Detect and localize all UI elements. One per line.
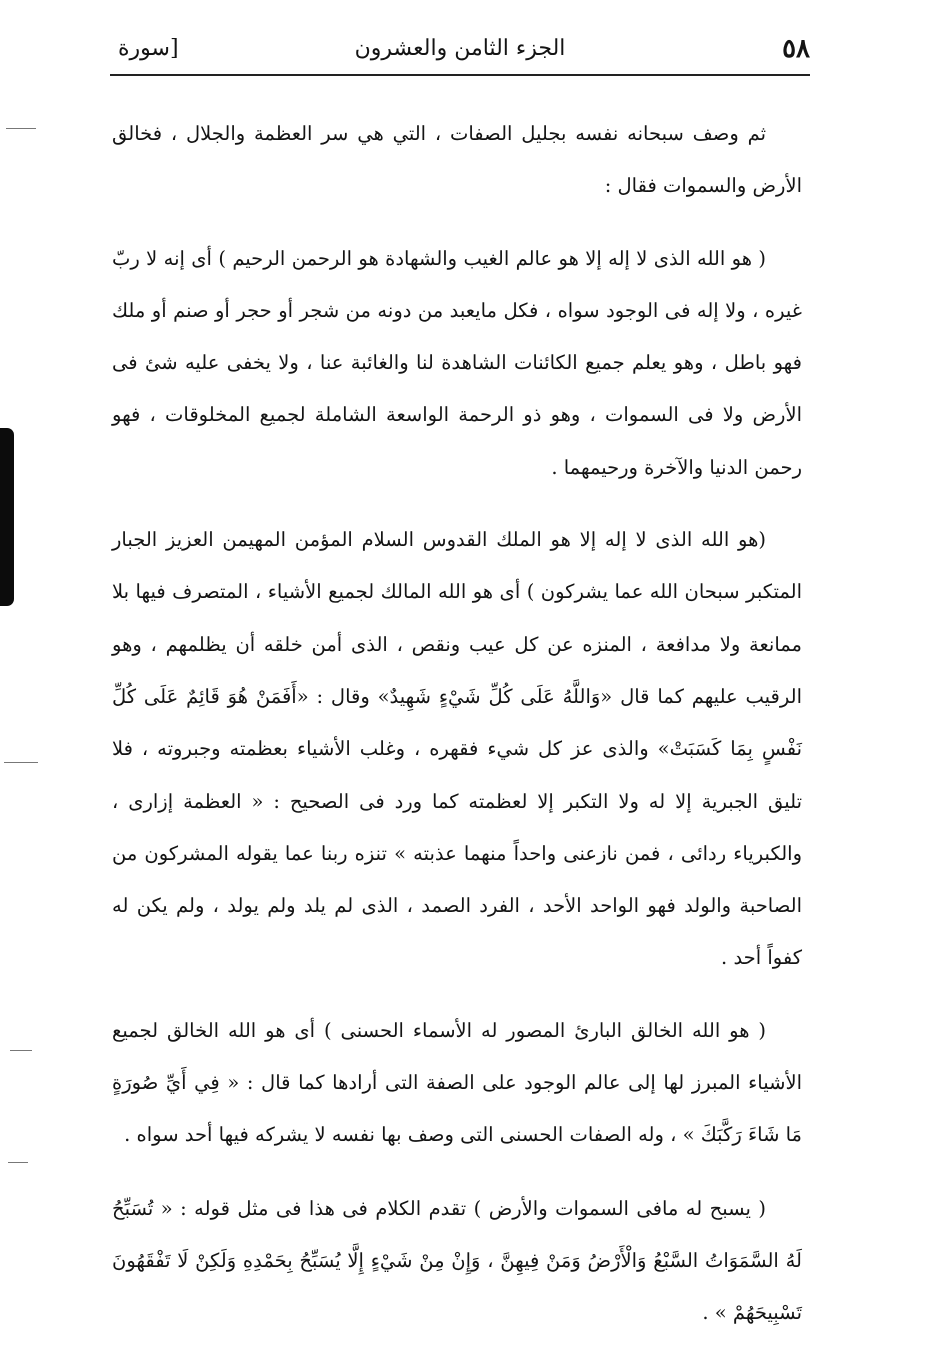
scan-edge-shadow — [0, 428, 14, 606]
header-rule — [110, 74, 810, 76]
margin-mark — [6, 128, 36, 129]
page-body — [112, 108, 802, 1359]
paragraph: ( هو الله الخالق البارئ المصور له الأسماء الحسنى ) أى هو الله الخالق لجميع الأشياء المبرز لها إلى عالم الوجود على الصفة التى أرادها كما قال : « فِي أَيِّ صُورَةٍ مَا شَاءَ رَكَّبَكَ » ، وله الصفات الحسنى التى وصف بها نفسه لا يشركه فيها أحد سواه . — [112, 1018, 802, 1147]
margin-mark — [8, 1162, 28, 1163]
running-title: الجزء الثامن والعشرون — [354, 36, 566, 61]
paragraph: ( هو الله الذى لا إله إلا هو عالم الغيب والشهادة هو الرحمن الرحيم ) أى إنه لا ربّ غيره ، ولا إله فى الوجود سواه ، فكل مايعبد من دونه من شجر أو حجر أو صنم أو ملك فهو باطل ، وهو يعلم جميع الكائنات الشاهدة لنا والغائبة عنا ، ولا يخفى عليه شئ فى الأرض ولا فى السموات ، وهو ذو الرحمة الواسعة الشاملة لجميع المخلوقات ، فهو رحمن الدنيا والآخرة ورحيمهما . — [112, 246, 802, 479]
paragraph: ( يسبح له مافى السموات والأرض ) تقدم الكلام فى هذا فى مثل قوله : « تُسَبِّحُ لَهُ السَّمَوَاتُ السَّبْعُ وَالْأَرْضُ وَمَنْ فِيهِنَّ ، وَإِنْ مِنْ شَيْءٍ إِلَّا يُسَبِّحُ بِحَمْدِهِ وَلَكِنْ لَا تَفْقَهُونَ تَسْبِيحَهُمْ » . — [112, 1196, 802, 1325]
paragraph: (هو الله الذى لا إله إلا هو الملك القدوس السلام المؤمن المهيمن العزيز الجبار المتكبر سبحان الله عما يشركون ) أى هو الله المالك لجميع الأشياء ، المتصرف فيها بلا ممانعة ولا مدافعة ، المنزه عن كل عيب ونقص ، الذى أمن خلقه أن يظلمهم ، وهو الرقيب عليهم كما قال «وَاللَّهُ عَلَى كُلِّ شَيْءٍ شَهِيدٌ» وقال : «أَفَمَنْ هُوَ قَائِمٌ عَلَى كُلِّ نَفْسٍ بِمَا كَسَبَتْ» والذى عز كل شيء فقهره ، وغلب الأشياء بعظمته وجبروته ، فلا تليق الجبرية إلا له ولا التكبر إلا لعظمته كما ورد فى الصحيح : « العظمة إزارى ، والكبرياء ردائى ، فمن نازعنى واحداً منهما عذبته » تنزه ربنا عما يقوله المشركون من الصاحبة والولد فهو الواحد الأحد ، الفرد الصمد ، الذى لم يلد ولم يولد ، ولم يكن له كفواً أحد . — [112, 528, 802, 970]
margin-mark — [4, 762, 38, 763]
margin-mark — [10, 1050, 32, 1051]
running-header — [110, 30, 810, 76]
surah-label: [سورة — [118, 36, 179, 61]
paragraph: ثم وصف سبحانه نفسه بجليل الصفات ، التي هي سر العظمة والجلال ، فخالق الأرض والسموات فقال : — [112, 122, 802, 198]
page-number: ٥٨ — [782, 34, 810, 64]
